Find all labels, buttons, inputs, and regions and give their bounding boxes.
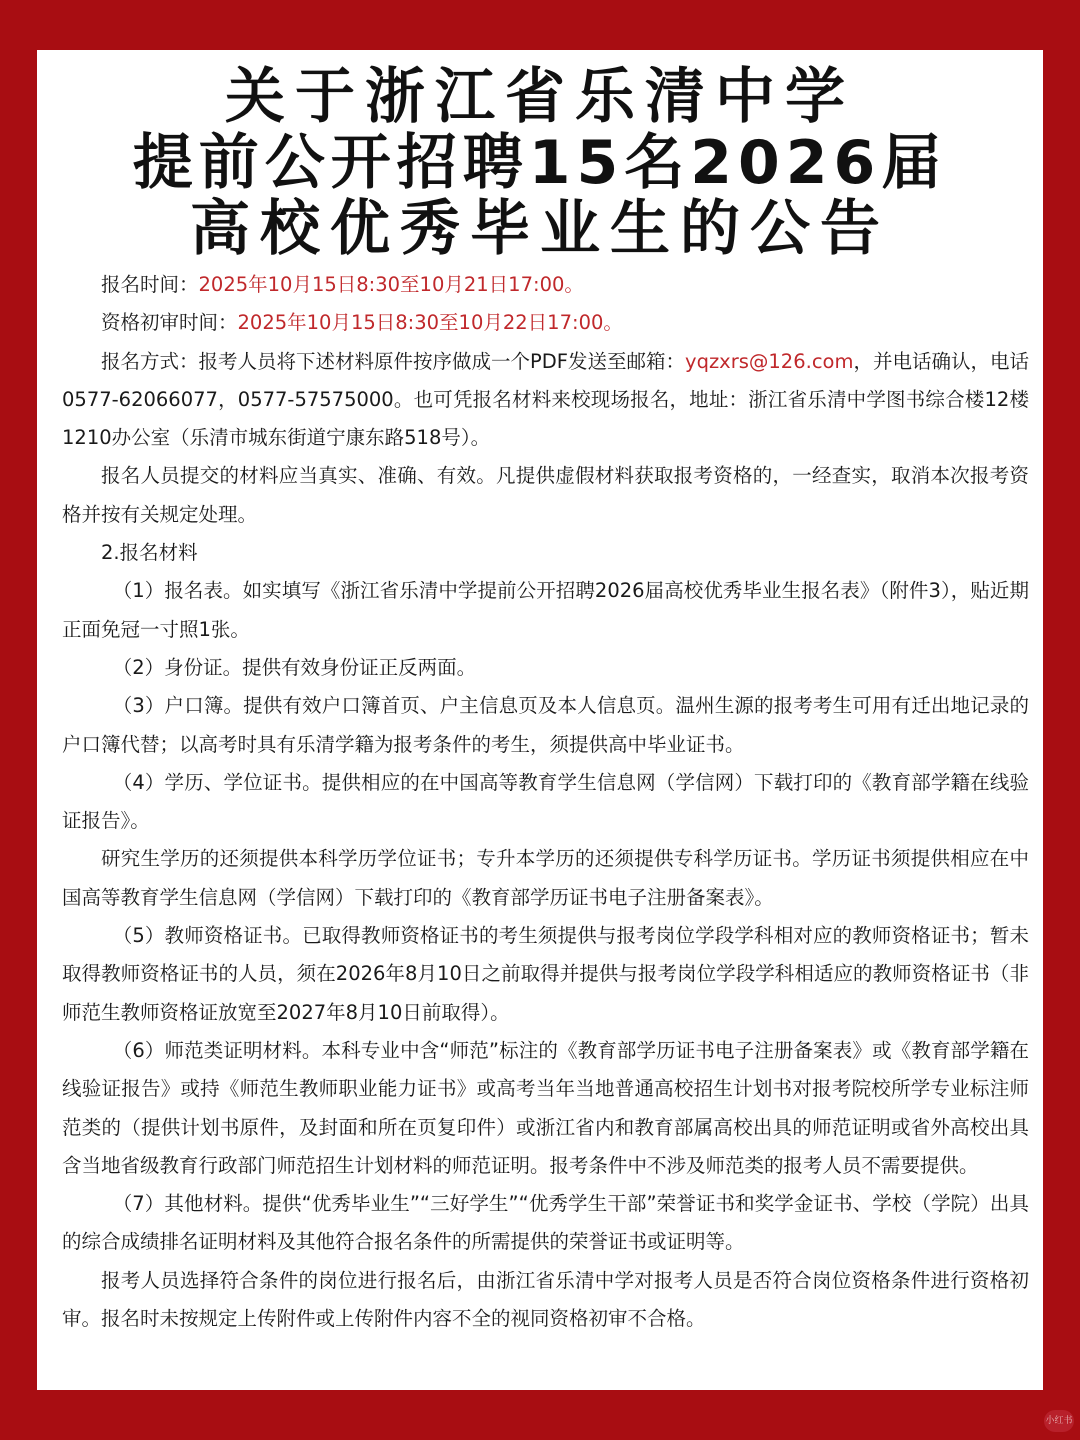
truthfulness-paragraph: 报名人员提交的材料应当真实、准确、有效。凡提供虚假材料获取报考资格的，一经查实，取消本次报考资格并按有关规定处理。 — [62, 464, 1029, 526]
material-item-6: （6）师范类证明材料。本科专业中含“师范”标注的《教育部学历证书电子注册备案表》或《教育部学籍在线验证报告》或持《师范生教师职业能力证书》或高考当年当地普通高校招生计划书对报考院校所学专业标注师范类的（提供计划书原件，及封面和所在页复印件）或浙江省内和教育部属高校出具的师范证明或省外高校出具含当地省级教育行政部门师范招生计划材料的师范证明。报考条件中不涉及师范类的报考人员不需要提供。 — [62, 1038, 1029, 1177]
registration-time — [62, 266, 1029, 304]
registration-time-label: 报名时间： — [101, 273, 199, 296]
notice-body — [37, 262, 1043, 1338]
review-time — [62, 304, 1029, 342]
title-line-2: 提前公开招聘15名2026届 — [132, 128, 948, 198]
registration-method-prefix: 报名方式：报考人员将下述材料原件按序做成一个PDF发送至邮箱： — [101, 349, 686, 373]
review-paragraph: 报考人员选择符合条件的岗位进行报名后，由浙江省乐清中学对报考人员是否符合岗位资格条件进行资格初审。报名时未按规定上传附件或上传附件内容不全的视同资格初审不合格。 — [62, 1268, 1029, 1331]
material-item-1: （1）报名表。如实填写《浙江省乐清中学提前公开招聘2026届高校优秀毕业生报名表》（附件3），贴近期正面免冠一寸照1张。 — [62, 579, 1029, 641]
registration-email: yqzxrs@126.com — [685, 349, 854, 373]
page-title — [37, 64, 1043, 262]
material-item-4-note: 研究生学历的还须提供本科学历学位证书；专升本学历的还须提供专科学历证书。学历证书须提供相应在中国高等教育学生信息网（学信网）下载打印的《教育部学历证书电子注册备案表》。 — [62, 847, 1029, 909]
material-item-5: （5）教师资格证书。已取得教师资格证书的考生须提供与报考岗位学段学科相对应的教师资格证书；暂未取得教师资格证书的人员，须在2026年8月10日之前取得并提供与报考岗位学段学科相适应的教师资格证书（非师范生教师资格证放宽至2027年8月10日前取得）。 — [62, 924, 1029, 1024]
title-line-1: 关于浙江省乐清中学 — [225, 62, 855, 132]
material-item-4: （4）学历、学位证书。提供相应的在中国高等教育学生信息网（学信网）下载打印的《教育部学籍在线验证报告》。 — [62, 770, 1029, 833]
watermark-logo: 小红书 — [1044, 1410, 1074, 1432]
material-item-2: （2）身份证。提供有效身份证正反两面。 — [112, 655, 477, 679]
title-line-3: 高校优秀毕业生的公告 — [190, 194, 890, 264]
review-time-value: 2025年10月15日8:30至10月22日17:00。 — [237, 311, 623, 335]
review-time-label: 资格初审时间： — [101, 311, 238, 335]
registration-method — [62, 343, 1029, 458]
material-item-7: （7）其他材料。提供“优秀毕业生”“三好学生”“优秀学生干部”荣誉证书和奖学金证书、学校（学院）出具的综合成绩排名证明材料及其他符合报名条件的所需提供的荣誉证书或证明等。 — [62, 1192, 1029, 1254]
notice-paper — [37, 50, 1043, 1390]
materials-heading: 2.报名材料 — [101, 541, 198, 565]
registration-method-suffix: ，并电话确认，电话0577-62066077，0577-57575000。也可凭报名材料来校现场报名，地址：浙江省乐清中学图书综合楼12楼1210办公室（乐清市城东街道宁康东路518号）。 — [62, 349, 1029, 450]
material-item-3: （3）户口簿。提供有效户口簿首页、户主信息页及本人信息页。温州生源的报考考生可用有迁出地记录的户口簿代替；以高考时具有乐清学籍为报考条件的考生，须提供高中毕业证书。 — [62, 694, 1029, 756]
registration-time-value: 2025年10月15日8:30至10月21日17:00。 — [198, 273, 584, 296]
